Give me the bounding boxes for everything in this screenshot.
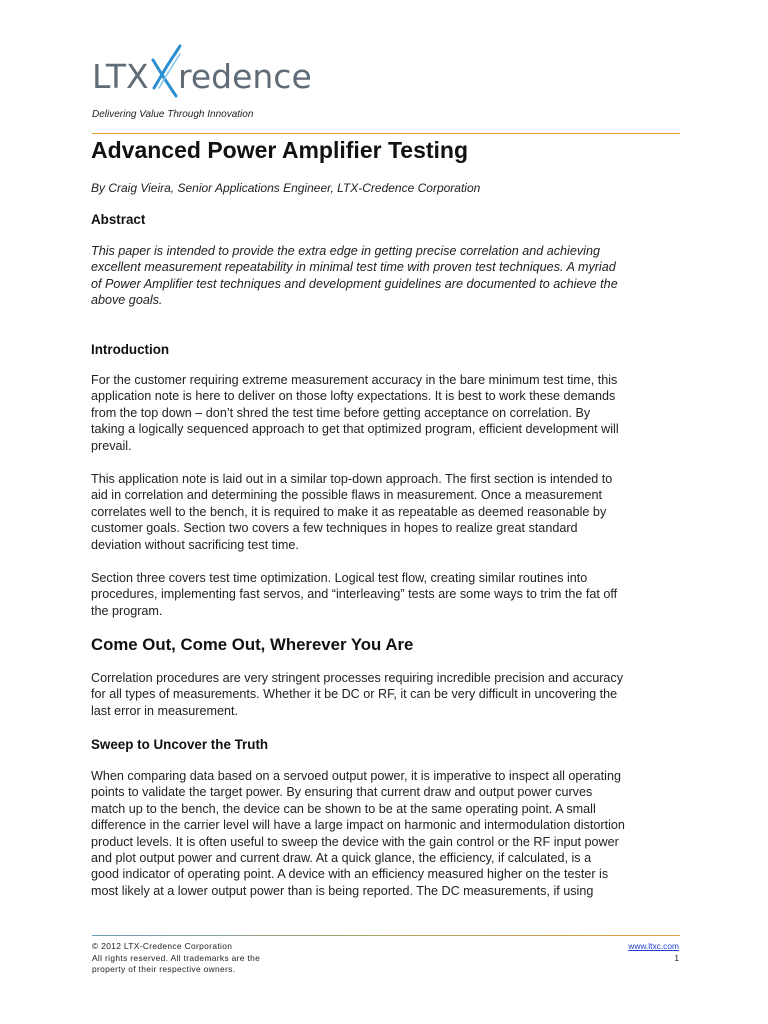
subsection-heading: Sweep to Uncover the Truth <box>91 737 269 752</box>
text-line: points to validate the target power. By ensuring that current draw and output power curves <box>91 785 593 800</box>
website-link[interactable]: www.ltxc.com <box>628 941 679 951</box>
text-line: product levels. It is often useful to sweep the device with the gain control or the RF input power <box>91 834 619 849</box>
introduction-paragraph-1 <box>91 372 619 454</box>
text-line: prevail. <box>91 438 132 453</box>
text-line: procedures, implementing fast servos, and “interleaving” tests are some ways to trim the fat off <box>91 587 618 602</box>
text-line: from the top down – don’t shred the test time before getting acceptance on correlation. By <box>91 405 591 420</box>
subsection-paragraph <box>91 768 625 899</box>
text-line: Correlation procedures are very stringent processes requiring incredible precision and accuracy <box>91 671 623 685</box>
text-line: taking a logically sequenced approach to get that optimized program, efficient development will <box>91 422 619 437</box>
section-paragraph <box>91 670 623 719</box>
text-line: deviation without sacrificing test time. <box>91 537 299 552</box>
logo-x-mark-icon <box>153 46 180 96</box>
text-line: excellent measurement repeatability in minimal test time with proven test techniques. A myriad <box>91 260 616 275</box>
footer-rights-line: All rights reserved. All trademarks are the <box>92 952 261 963</box>
text-line: most likely at a lower output power than is being reported. The DC measurements, if using <box>91 883 594 898</box>
text-line: of Power Amplifier test techniques and development guidelines are documented to achieve the <box>91 276 618 291</box>
author-byline: By Craig Vieira, Senior Applications Engineer, LTX-Credence Corporation <box>91 181 481 195</box>
introduction-paragraph-3 <box>91 570 617 619</box>
abstract-heading: Abstract <box>91 212 146 227</box>
text-line: above goals. <box>91 293 163 308</box>
text-line: difference in the carrier level will have a large impact on harmonic and intermodulation distortion <box>91 818 625 833</box>
footer-divider <box>92 935 680 936</box>
ltx-credence-logo <box>92 44 312 100</box>
text-line: good indicator of operating point. A device with an efficiency measured higher on the tester is <box>91 867 609 882</box>
introduction-heading: Introduction <box>91 342 170 357</box>
footer-rights-line: property of their respective owners. <box>92 964 236 974</box>
text-line: Section three covers test time optimization. Logical test flow, creating similar routines into <box>91 571 588 585</box>
document-title: Advanced Power Amplifier Testing <box>91 137 469 163</box>
text-line: for all types of measurements. Whether it be DC or RF, it can be very difficult in uncovering the <box>91 687 618 702</box>
text-line: last error in measurement. <box>91 703 238 718</box>
logo-text-credence: redence <box>178 57 312 96</box>
header-divider <box>92 133 680 134</box>
footer-copyright-block <box>92 941 260 976</box>
text-line: the program. <box>91 603 163 618</box>
text-line: application note is here to deliver on those lofty expectations. It is best to work these demands <box>91 389 616 404</box>
page-number: 1 <box>674 952 679 963</box>
logo-text-ltx: LTX <box>92 57 149 96</box>
text-line: and plot output power and current draw. At a quick glance, the efficiency, if calculated, is a <box>91 851 592 866</box>
introduction-paragraph-2 <box>91 471 612 553</box>
text-line: This application note is laid out in a similar top-down approach. The first section is intended to <box>91 472 613 486</box>
text-line: match up to the bench, the device can be shown to be at the same operating point. A small <box>91 801 596 816</box>
abstract-paragraph <box>91 243 618 309</box>
text-line: For the customer requiring extreme measurement accuracy in the bare minimum test time, this <box>91 373 618 387</box>
text-line: customer goals. Section two covers a few techniques in hopes to realize great standard <box>91 521 578 536</box>
footer-copyright: © 2012 LTX-Credence Corporation <box>92 941 233 951</box>
text-line: aid in correlation and determining the possible flaws in measurement. Once a measurement <box>91 488 603 503</box>
text-line: correlates well to the bench, it is required to make it as repeatable as deemed reasonable by <box>91 504 607 519</box>
text-line: This paper is intended to provide the extra edge in getting precise correlation and achieving <box>91 244 600 258</box>
section-heading: Come Out, Come Out, Wherever You Are <box>91 635 414 654</box>
text-line: When comparing data based on a servoed output power, it is imperative to inspect all operating <box>91 769 621 783</box>
tagline: Delivering Value Through Innovation <box>92 109 254 120</box>
footer-right-block <box>628 941 679 964</box>
